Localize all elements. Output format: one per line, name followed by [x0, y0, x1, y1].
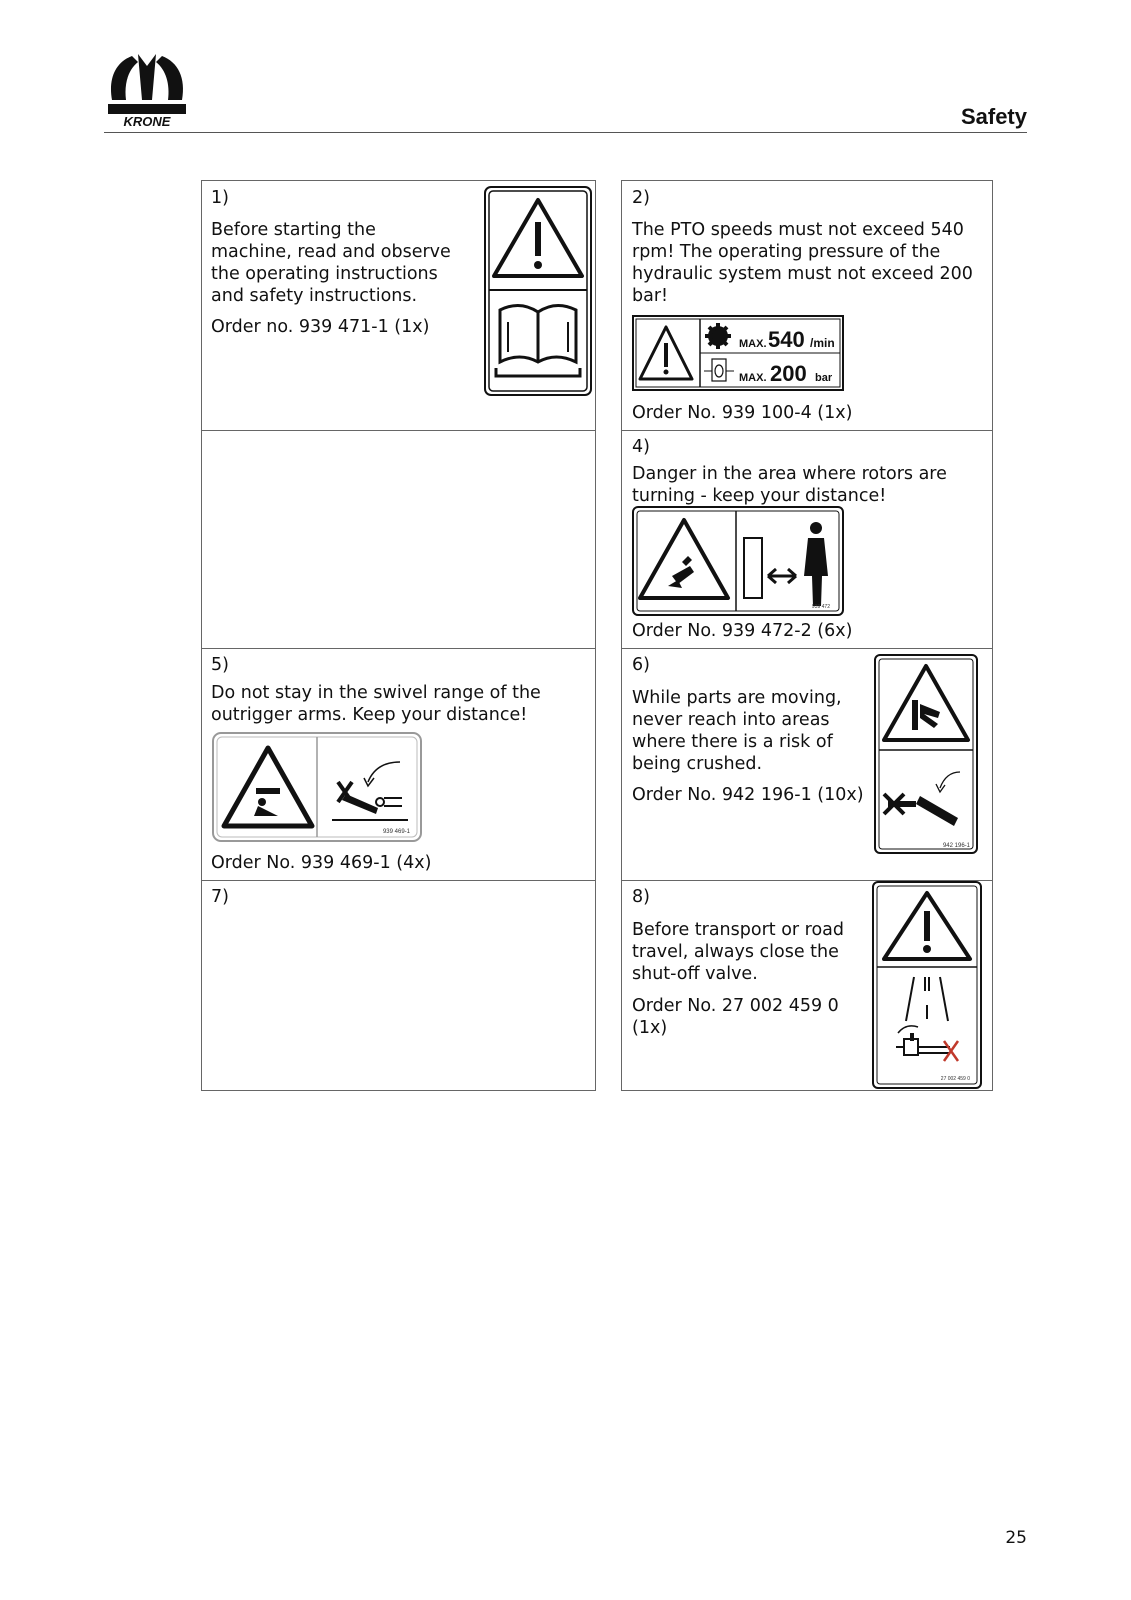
- item-number: 7): [211, 887, 229, 907]
- item-number: 2): [632, 188, 650, 208]
- speed-unit: /min: [810, 336, 835, 350]
- section-title: Safety: [960, 104, 1027, 129]
- sticker-code: 942 196-1: [942, 843, 970, 849]
- item-number: 6): [632, 655, 650, 675]
- sticker-code: 939 469-1: [382, 829, 410, 835]
- item-number: 4): [632, 437, 650, 457]
- instruction-text: The PTO speeds must not exceed 540 rpm! The operating pressure of the hydraulic system must not exceed 200 bar!: [632, 220, 973, 306]
- page-number: 25: [1005, 1528, 1027, 1548]
- order-number: Order No. 939 469-1 (4x): [211, 853, 432, 873]
- header-rule: [104, 132, 1027, 133]
- instruction-text: Do not stay in the swivel range of the outrigger arms. Keep your distance!: [211, 683, 541, 725]
- instruction-text: Before starting the machine, read and observe the operating instructions and safety instructions.: [211, 220, 451, 306]
- cell-3: [201, 430, 596, 649]
- pressure-value: 200: [770, 361, 807, 386]
- item-number: 8): [632, 887, 650, 907]
- svg-text:939 472: 939 472: [811, 604, 830, 610]
- max-label: MAX.: [739, 338, 767, 350]
- rotor-danger-sticker-icon: [632, 506, 844, 616]
- item-number: 5): [211, 655, 229, 675]
- order-number: Order no. 939 471-1 (1x): [211, 317, 430, 337]
- svg-text:27 002 459 0: 27 002 459 0: [940, 1076, 970, 1082]
- cell-7: [201, 880, 596, 1091]
- order-number: Order No. 942 196-1 (10x): [632, 785, 864, 805]
- pressure-unit: bar: [815, 372, 833, 384]
- read-manual-sticker-icon: [484, 186, 592, 396]
- item-number: 1): [211, 188, 229, 208]
- swivel-range-sticker-icon: [212, 732, 422, 842]
- krone-logo: [106, 48, 188, 132]
- brand-name: KRONE: [123, 114, 171, 129]
- instruction-text: Before transport or road travel, always close the shut-off valve.: [632, 920, 845, 984]
- max-speed-pressure-sticker: [632, 315, 844, 391]
- max-label: MAX.: [739, 372, 767, 384]
- instruction-text: While parts are moving, never reach into areas where there is a risk of being crushed.: [632, 688, 842, 774]
- crush-hazard-sticker-icon: [874, 654, 978, 854]
- order-number: Order No. 939 100-4 (1x): [632, 403, 853, 423]
- order-number: Order No. 27 002 459 0 (1x): [632, 996, 839, 1038]
- shut-off-valve-sticker-icon: [872, 881, 982, 1089]
- pto-speed-value: 540: [768, 327, 805, 352]
- instruction-text: Danger in the area where rotors are turning - keep your distance!: [632, 464, 947, 506]
- order-number: Order No. 939 472-2 (6x): [632, 621, 853, 641]
